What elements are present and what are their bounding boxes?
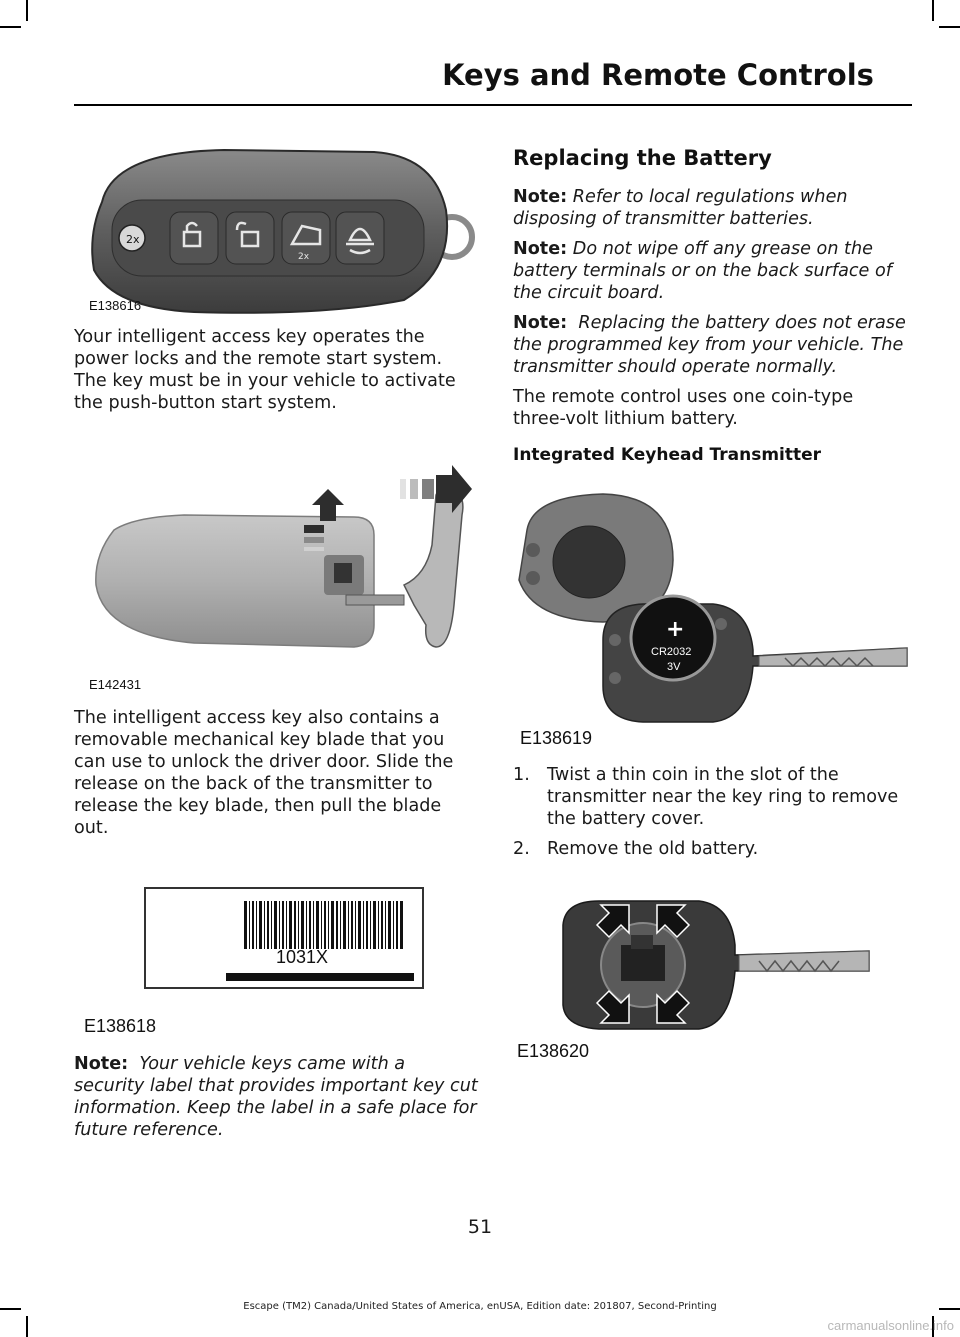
svg-text:3V: 3V xyxy=(667,661,681,673)
keyhead-battery-illustration xyxy=(513,490,913,730)
svg-text:2x: 2x xyxy=(298,252,310,262)
key-blade-illustration xyxy=(74,455,484,695)
watermark: carmanualsonline.info xyxy=(827,1318,954,1333)
step-text: Twist a thin coin in the slot of the transmitter near the key ring to remove the battery cover. xyxy=(547,765,899,829)
crop-mark xyxy=(0,26,21,28)
subsection-heading: Integrated Keyhead Transmitter xyxy=(513,445,822,465)
figure-code: E138620 xyxy=(517,1041,590,1061)
security-label-figure xyxy=(74,880,484,1040)
figure-code: E142431 xyxy=(89,677,142,692)
battery-removal-illustration xyxy=(513,895,913,1035)
key-blade-figure xyxy=(74,455,484,695)
key-blade-paragraph: The intelligent access key also contains a removable mechanical key blade that you can use to unlock the driver door. Slide the release on the back of the transmitter to release the key blade, then pull the blade out. xyxy=(74,708,454,838)
battery-note-3: Note: Replacing the battery does not erase the programmed key from your vehicle. The transmitter should operate normally. xyxy=(513,313,906,377)
header-rule xyxy=(74,104,912,106)
step-item xyxy=(513,764,913,834)
security-label-note xyxy=(74,1053,479,1141)
crop-mark xyxy=(26,1316,28,1337)
svg-text:+: + xyxy=(666,617,685,642)
page-number: 51 xyxy=(467,1216,493,1238)
security-label xyxy=(144,887,424,989)
page-footer: Escape (TM2) Canada/United States of America, enUSA, Edition date: 201807, Second-Printing xyxy=(243,1301,717,1312)
step-number: 1. xyxy=(513,765,530,785)
key-cut-code: 1031X xyxy=(276,947,329,967)
step-number: 2. xyxy=(513,839,530,859)
svg-text:CR2032: CR2032 xyxy=(651,646,692,658)
label-bar xyxy=(226,973,414,981)
note-text: Your vehicle keys came with a security label that provides important key cut information. Keep the label in a safe place for future reference. xyxy=(74,1054,478,1140)
crop-mark xyxy=(932,0,934,21)
page-title: Keys and Remote Controls xyxy=(442,58,874,92)
figure-code: E138619 xyxy=(520,728,593,748)
step-item xyxy=(513,838,913,862)
battery-note-1: Note: Refer to local regulations when disposing of transmitter batteries. xyxy=(513,187,848,229)
section-heading: Replacing the Battery xyxy=(513,146,772,170)
keyhead-battery-figure xyxy=(513,490,913,755)
figure-code: E138618 xyxy=(84,1016,157,1036)
panic-button xyxy=(336,212,384,264)
unlock-button xyxy=(226,212,274,264)
figure-code: E138616 xyxy=(89,298,142,313)
lock-button xyxy=(170,212,218,264)
page-header xyxy=(0,58,960,92)
battery-note-2: Note: Do not wipe off any grease on the battery terminals or on the back surface of the circuit board. xyxy=(513,239,892,303)
note-label: Note: xyxy=(74,1054,129,1074)
crop-mark xyxy=(939,26,960,28)
battery-removal-figure xyxy=(513,895,913,1065)
svg-text:2x: 2x xyxy=(126,233,140,246)
barcode-icon xyxy=(244,901,404,949)
key-fob-illustration xyxy=(74,140,484,320)
step-text: Remove the old battery. xyxy=(547,839,759,859)
intelligent-key-paragraph: Your intelligent access key operates the power locks and the remote start system. The key must be in your vehicle to activate the push-button start system. xyxy=(74,327,456,413)
battery-type-paragraph: The remote control uses one coin-type three-volt lithium battery. xyxy=(513,387,854,429)
crop-mark xyxy=(26,0,28,21)
key-fob-figure xyxy=(74,140,484,320)
